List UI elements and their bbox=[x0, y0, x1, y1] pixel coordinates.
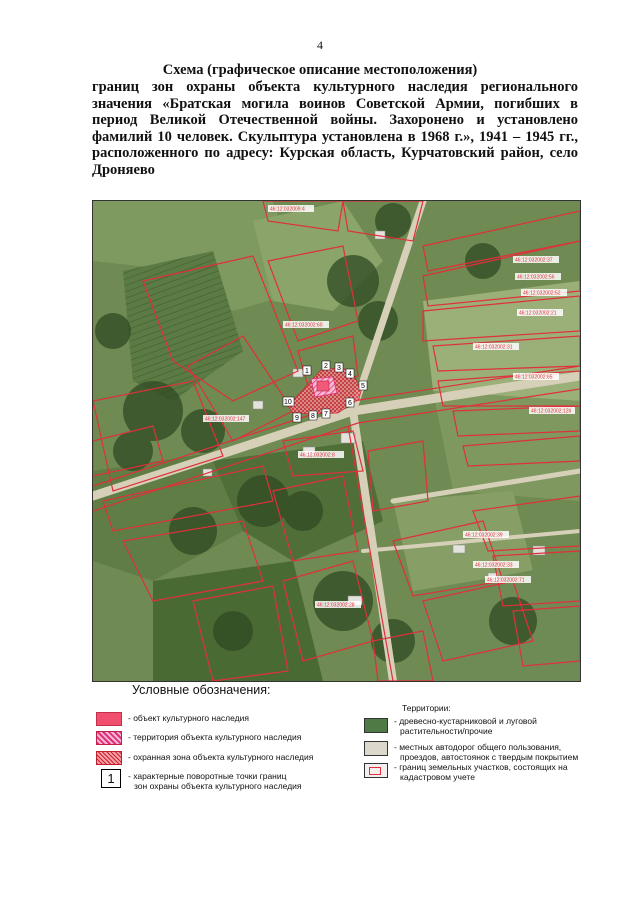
parcel-label bbox=[521, 289, 567, 297]
turning-point-4 bbox=[346, 369, 354, 378]
legend-turning-points-line2: зон охраны объекта культурного наследия bbox=[134, 781, 302, 791]
svg-text:46:12:032002:33: 46:12:032002:33 bbox=[475, 562, 513, 569]
turning-point-9 bbox=[293, 413, 301, 422]
vegetation-swatch bbox=[364, 718, 388, 733]
svg-text:46:12:032002:147: 46:12:032002:147 bbox=[205, 416, 246, 423]
protection-zone-swatch bbox=[96, 751, 122, 765]
svg-text:46:12:032002:8: 46:12:032002:8 bbox=[300, 452, 335, 459]
legend-parcels-line1: - границ земельных участков, состоящих на bbox=[394, 762, 568, 772]
turning-point-7 bbox=[322, 409, 330, 418]
svg-text:3: 3 bbox=[337, 365, 341, 372]
turning-point-3 bbox=[335, 363, 343, 372]
legend-turning-points-line1: - характерные поворотные точки границ bbox=[128, 771, 287, 781]
svg-text:46:12:032002:71: 46:12:032002:71 bbox=[487, 577, 525, 584]
svg-text:46:12:032002:39: 46:12:032002:39 bbox=[465, 532, 503, 539]
legend-roads-line2: проездов, автостоянок с твердым покрытием bbox=[400, 752, 579, 762]
heritage-object bbox=[317, 381, 329, 391]
svg-text:46:12:032002:37: 46:12:032002:37 bbox=[515, 257, 553, 264]
svg-text:46:12:032002:56: 46:12:032002:56 bbox=[517, 274, 555, 281]
svg-text:46:12:032002:60: 46:12:032002:60 bbox=[285, 322, 323, 329]
svg-text:46:12:032009:4: 46:12:032009:4 bbox=[270, 206, 305, 213]
legend-vegetation-line2: растительности/прочие bbox=[400, 726, 493, 736]
parcel-label bbox=[283, 321, 329, 329]
cadastral-map bbox=[92, 200, 581, 682]
roads-swatch bbox=[364, 741, 388, 756]
parcel-label bbox=[463, 531, 509, 539]
territories-title: Территории: bbox=[402, 703, 451, 713]
turning-point-swatch: 1 bbox=[101, 769, 121, 788]
svg-text:6: 6 bbox=[348, 400, 352, 407]
parcel-label bbox=[298, 451, 344, 459]
svg-text:9: 9 bbox=[295, 415, 299, 422]
parcel-label bbox=[513, 256, 559, 264]
svg-text:7: 7 bbox=[324, 411, 328, 418]
legend-heritage-object: - объект культурного наследия bbox=[128, 713, 249, 723]
svg-text:46:12:032002:126: 46:12:032002:126 bbox=[531, 408, 572, 415]
turning-point-8 bbox=[309, 411, 317, 420]
parcel-label bbox=[513, 373, 559, 381]
page-number: 4 bbox=[317, 38, 323, 52]
parcel-label bbox=[515, 273, 561, 281]
svg-text:46:12:032002:52: 46:12:032002:52 bbox=[523, 290, 561, 297]
turning-point-5 bbox=[359, 381, 367, 390]
parcel-label bbox=[315, 601, 361, 609]
turning-point-2 bbox=[322, 361, 330, 370]
svg-text:46:12:032002:31: 46:12:032002:31 bbox=[475, 344, 513, 351]
svg-text:5: 5 bbox=[361, 383, 365, 390]
parcel-label bbox=[517, 309, 563, 317]
page-title: Схема (графическое описание местоположения) bbox=[162, 62, 478, 78]
turning-point-10 bbox=[283, 397, 294, 406]
svg-text:8: 8 bbox=[311, 413, 315, 420]
parcel-label bbox=[268, 205, 314, 213]
heritage-territory-swatch bbox=[96, 731, 122, 745]
parcel-label bbox=[203, 415, 249, 423]
parcel-label bbox=[473, 561, 519, 569]
svg-text:1: 1 bbox=[305, 368, 309, 375]
parcels-swatch bbox=[364, 763, 388, 778]
legend-parcels-line2: кадастровом учете bbox=[400, 772, 475, 782]
turning-point-6 bbox=[346, 398, 354, 407]
legend-vegetation-line1: - древесно-кустарниковой и луговой bbox=[394, 716, 537, 726]
svg-text:46:12:032002:65: 46:12:032002:65 bbox=[515, 374, 553, 381]
parcel-label bbox=[473, 343, 519, 351]
parcel-label bbox=[485, 576, 531, 584]
svg-text:4: 4 bbox=[348, 371, 352, 378]
turning-point-1 bbox=[303, 366, 311, 375]
svg-text:10: 10 bbox=[284, 399, 292, 406]
parcel-label bbox=[529, 407, 575, 415]
heritage-object-swatch bbox=[96, 712, 122, 726]
legend-heritage-territory: - территория объекта культурного наследия bbox=[128, 732, 302, 742]
svg-text:46:12:032002:21: 46:12:032002:21 bbox=[519, 310, 557, 317]
legend-protection-zone: - охранная зона объекта культурного наследия bbox=[128, 752, 314, 762]
legend-roads-line1: - местных автодорог общего пользования, bbox=[394, 742, 562, 752]
svg-text:46:12:032002:28: 46:12:032002:28 bbox=[317, 602, 355, 609]
svg-text:2: 2 bbox=[324, 363, 328, 370]
page-subtitle: границ зон охраны объекта культурного наследия регионального значения «Братская могила воинов Советской Армии, погибших в период Великой Отечественной войны. Захоронено и установлено фамилий 10 человек. Скульптура установлена в 1968 г.», 1941 – 1945 гг., расположенного по адресу: Курская область, Курчатовский район, село Дроняево bbox=[92, 79, 578, 178]
legend-title: Условные обозначения: bbox=[132, 683, 271, 697]
